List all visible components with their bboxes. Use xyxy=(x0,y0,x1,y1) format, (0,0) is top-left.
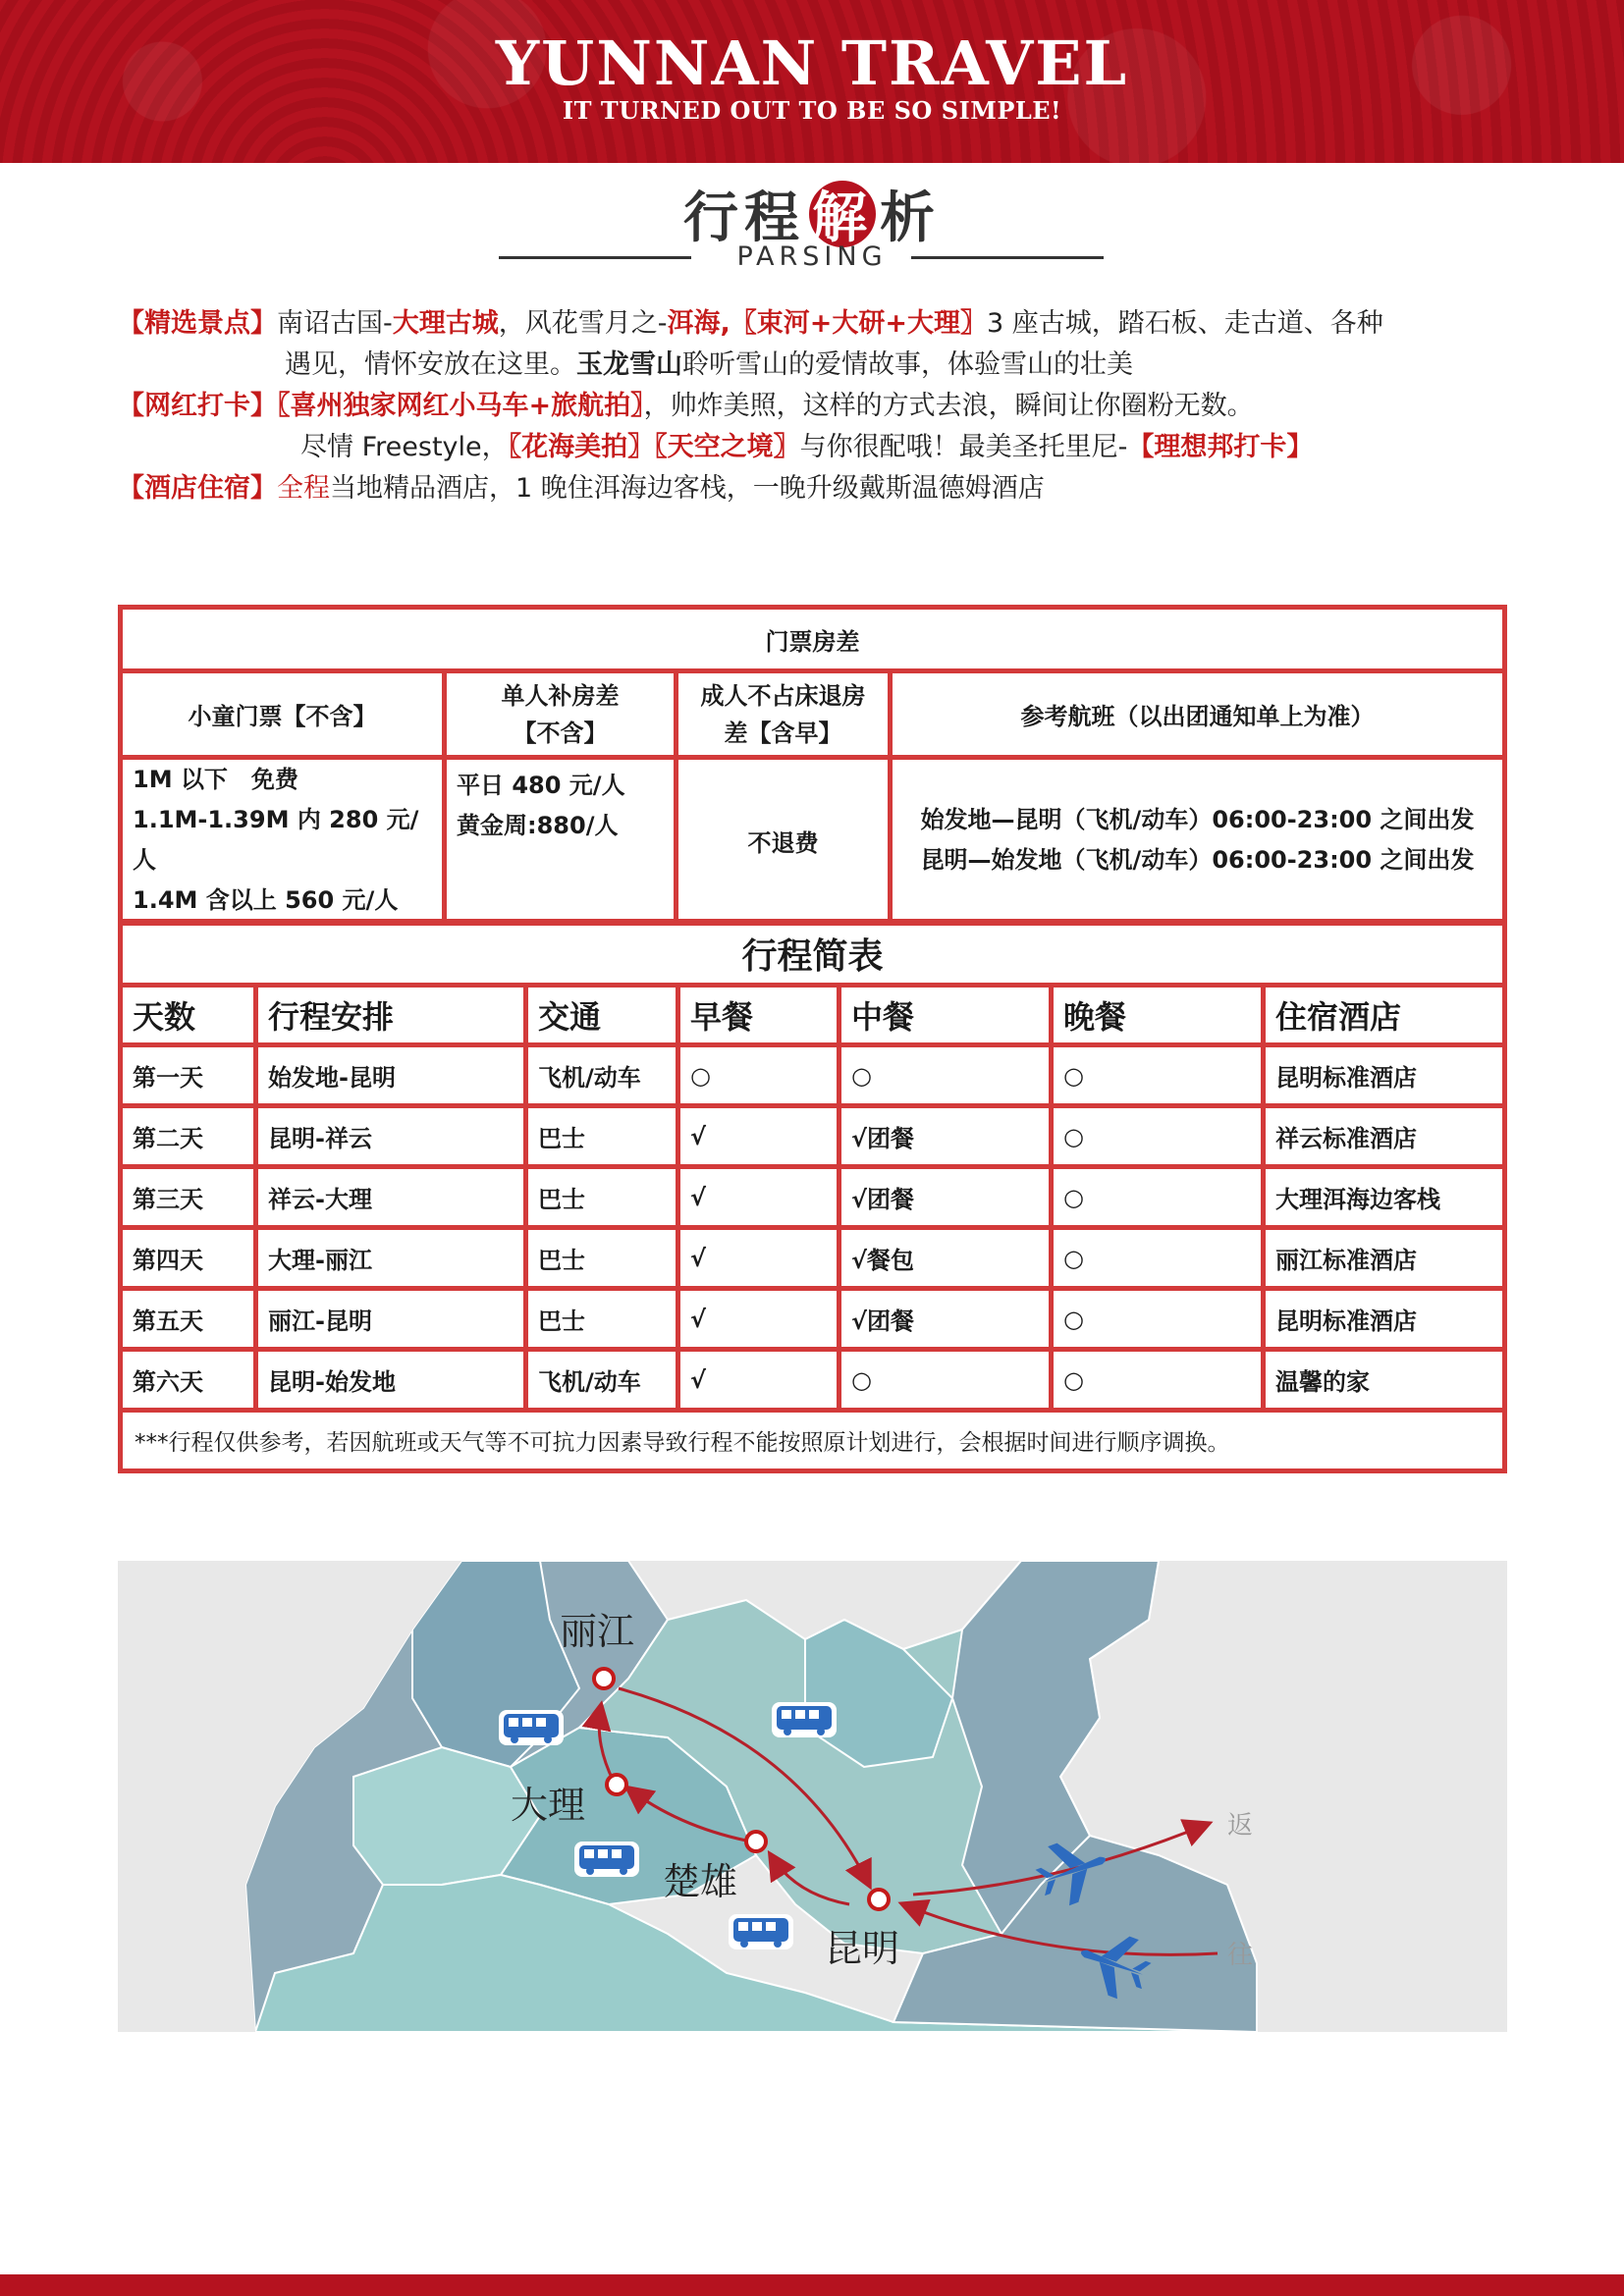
section-title-en: PARSING xyxy=(736,241,888,272)
header-line: 差【含早】 xyxy=(724,719,842,747)
flight-line: 始发地—昆明（飞机/动车）06:00-23:00 之间出发 xyxy=(920,806,1475,833)
lunch-cell: ○ xyxy=(839,1045,1052,1106)
highlight-text: ，帅炸美照，这样的方式去浪，瞬间让你圈粉无数。 xyxy=(643,391,1254,421)
schedule-cell: 大理-丽江 xyxy=(256,1228,526,1289)
header-dinner: 晚餐 xyxy=(1052,986,1264,1045)
flight-line: 昆明—始发地（飞机/动车）06:00-23:00 之间出发 xyxy=(920,846,1475,874)
highlight-hotel-tag: 【酒店住宿】 xyxy=(118,473,277,504)
highlight-text: 遇见，情怀安放在这里。 xyxy=(285,349,576,380)
dinner-cell: ○ xyxy=(1052,1350,1264,1411)
hotel-cell: 丽江标准酒店 xyxy=(1264,1228,1505,1289)
highlight-scenic-line1 xyxy=(118,303,1383,345)
day-cell: 第一天 xyxy=(121,1045,256,1106)
schedule-cell: 祥云-大理 xyxy=(256,1167,526,1228)
section-title-part2: 析 xyxy=(880,187,941,250)
header-child-ticket: 小童门票【不含】 xyxy=(121,671,445,758)
header-lunch: 中餐 xyxy=(839,986,1052,1045)
lunch-cell: √餐包 xyxy=(839,1228,1052,1289)
lunch-cell: √团餐 xyxy=(839,1106,1052,1167)
city-marker-lijiang xyxy=(594,1669,614,1688)
itinerary-table xyxy=(118,919,1507,1473)
dinner-cell: ○ xyxy=(1052,1289,1264,1350)
transport-cell: 巴士 xyxy=(526,1289,678,1350)
header-line: 【不含】 xyxy=(513,719,608,747)
city-marker-kunming xyxy=(869,1890,889,1909)
schedule-cell: 昆明-始发地 xyxy=(256,1350,526,1411)
city-label-lijiang: 丽江 xyxy=(560,1610,635,1653)
transport-cell: 巴士 xyxy=(526,1228,678,1289)
hotel-cell: 昆明标准酒店 xyxy=(1264,1289,1505,1350)
return-label: 返 xyxy=(1227,1811,1254,1841)
hotel-cell: 祥云标准酒店 xyxy=(1264,1106,1505,1167)
itinerary-row xyxy=(121,1167,1505,1228)
hotel-cell: 大理洱海边客栈 xyxy=(1264,1167,1505,1228)
child-price-line: 1M 以下 免费 xyxy=(133,766,298,793)
go-label: 往 xyxy=(1227,1941,1254,1970)
breakfast-cell: √ xyxy=(678,1289,839,1350)
header-banner xyxy=(0,0,1624,163)
bus-icon xyxy=(499,1710,564,1745)
highlight-text: 尽情 Freestyle， xyxy=(300,432,509,462)
itinerary-note: ***行程仅供参考，若因航班或天气等不可抗力因素导致行程不能按照原计划进行，会根据时间进行顺序调换。 xyxy=(121,1411,1505,1471)
ticket-table-caption: 门票房差 xyxy=(121,608,1505,671)
dinner-cell: ○ xyxy=(1052,1228,1264,1289)
transport-cell: 飞机/动车 xyxy=(526,1045,678,1106)
bus-icon xyxy=(574,1842,639,1877)
day-cell: 第三天 xyxy=(121,1167,256,1228)
route-map-svg xyxy=(118,1561,1507,2032)
highlight-text: 与你很配哦！最美圣托里尼- xyxy=(799,432,1128,462)
itinerary-caption: 行程简表 xyxy=(121,922,1505,986)
highlight-text: 全程 xyxy=(277,473,330,504)
header-schedule: 行程安排 xyxy=(256,986,526,1045)
highlight-text: 南诏古国- xyxy=(277,308,393,339)
single-room-cell xyxy=(445,758,677,924)
day-cell: 第五天 xyxy=(121,1289,256,1350)
highlight-text: 大理古城 xyxy=(392,308,499,339)
itinerary-row xyxy=(121,1350,1505,1411)
child-price-line: 1.1M-1.39M 内 280 元/人 xyxy=(133,806,419,874)
section-heading xyxy=(0,175,1624,272)
lunch-cell: ○ xyxy=(839,1350,1052,1411)
section-title-part1: 行程 xyxy=(683,187,805,250)
single-price-line: 黄金周:880/人 xyxy=(457,812,619,839)
breakfast-cell: √ xyxy=(678,1167,839,1228)
transport-cell: 飞机/动车 xyxy=(526,1350,678,1411)
header-line: 成人不占床退房 xyxy=(700,681,866,710)
adult-refund-cell: 不退费 xyxy=(677,758,891,924)
city-marker-dali xyxy=(607,1775,626,1794)
lunch-cell: √团餐 xyxy=(839,1167,1052,1228)
schedule-cell: 丽江-昆明 xyxy=(256,1289,526,1350)
highlight-checkin-tag: 【网红打卡】 xyxy=(118,391,277,421)
hotel-cell: 温馨的家 xyxy=(1264,1350,1505,1411)
itinerary-row xyxy=(121,1228,1505,1289)
highlight-checkin-line1 xyxy=(118,386,1254,427)
footer-bar xyxy=(0,2274,1624,2296)
highlight-text: 【理想邦打卡】 xyxy=(1127,432,1314,462)
highlight-scenic-line2 xyxy=(285,345,1133,386)
day-cell: 第二天 xyxy=(121,1106,256,1167)
header-single-room xyxy=(445,671,677,758)
itinerary-row xyxy=(121,1289,1505,1350)
banner-title: YUNNAN TRAVEL xyxy=(495,27,1129,99)
highlight-scenic-tag: 【精选景点】 xyxy=(118,308,277,339)
child-ticket-cell xyxy=(121,758,445,924)
header-line: 单人补房差 xyxy=(501,681,620,710)
lunch-cell: √团餐 xyxy=(839,1289,1052,1350)
breakfast-cell: √ xyxy=(678,1106,839,1167)
transport-cell: 巴士 xyxy=(526,1167,678,1228)
header-transport: 交通 xyxy=(526,986,678,1045)
day-cell: 第四天 xyxy=(121,1228,256,1289)
banner-subtitle: IT TURNED OUT TO BE SO SIMPLE! xyxy=(562,96,1062,125)
highlight-hotel-line xyxy=(118,468,1045,509)
child-price-line: 1.4M 含以上 560 元/人 xyxy=(133,886,399,914)
day-cell: 第六天 xyxy=(121,1350,256,1411)
transport-cell: 巴士 xyxy=(526,1106,678,1167)
breakfast-cell: √ xyxy=(678,1350,839,1411)
highlight-text: 3 座古城，踏石板、走古道、各种 xyxy=(987,308,1383,339)
highlight-text: 当地精品酒店，1 晚住洱海边客栈，一晚升级戴斯温德姆酒店 xyxy=(330,473,1045,504)
ticket-room-table xyxy=(118,605,1507,926)
header-breakfast: 早餐 xyxy=(678,986,839,1045)
bus-icon xyxy=(729,1914,793,1949)
hotel-cell: 昆明标准酒店 xyxy=(1264,1045,1505,1106)
flight-cell xyxy=(891,758,1505,924)
highlight-text: 玉龙雪山 xyxy=(576,349,682,380)
schedule-cell: 始发地-昆明 xyxy=(256,1045,526,1106)
header-flight: 参考航班（以出团通知单上为准） xyxy=(891,671,1505,758)
bus-icon xyxy=(772,1702,837,1737)
city-label-kunming: 昆明 xyxy=(825,1927,900,1970)
route-map xyxy=(118,1561,1507,2032)
city-marker-chuxiong xyxy=(746,1832,766,1851)
city-label-chuxiong: 楚雄 xyxy=(663,1860,738,1903)
highlight-text: 聆听雪山的爱情故事，体验雪山的壮美 xyxy=(682,349,1133,380)
section-title-circle: 解 xyxy=(809,181,876,247)
highlight-text: 洱海,〖束河+大研+大理〗 xyxy=(667,308,988,339)
highlight-text: ，风花雪月之- xyxy=(498,308,668,339)
highlight-checkin-line2 xyxy=(300,427,1313,468)
highlight-text: 〖喜州独家网红小马车+旅航拍〗 xyxy=(277,391,644,421)
breakfast-cell: √ xyxy=(678,1228,839,1289)
dinner-cell: ○ xyxy=(1052,1167,1264,1228)
itinerary-row xyxy=(121,1106,1505,1167)
schedule-cell: 昆明-祥云 xyxy=(256,1106,526,1167)
city-label-dali: 大理 xyxy=(511,1784,586,1827)
breakfast-cell: ○ xyxy=(678,1045,839,1106)
highlight-text: 〖花海美拍〗〖天空之境〗 xyxy=(508,432,800,462)
dinner-cell: ○ xyxy=(1052,1045,1264,1106)
itinerary-header-row xyxy=(121,986,1505,1045)
itinerary-row xyxy=(121,1045,1505,1106)
header-day: 天数 xyxy=(121,986,256,1045)
header-adult-refund xyxy=(677,671,891,758)
single-price-line: 平日 480 元/人 xyxy=(457,772,625,799)
header-hotel: 住宿酒店 xyxy=(1264,986,1505,1045)
dinner-cell: ○ xyxy=(1052,1106,1264,1167)
